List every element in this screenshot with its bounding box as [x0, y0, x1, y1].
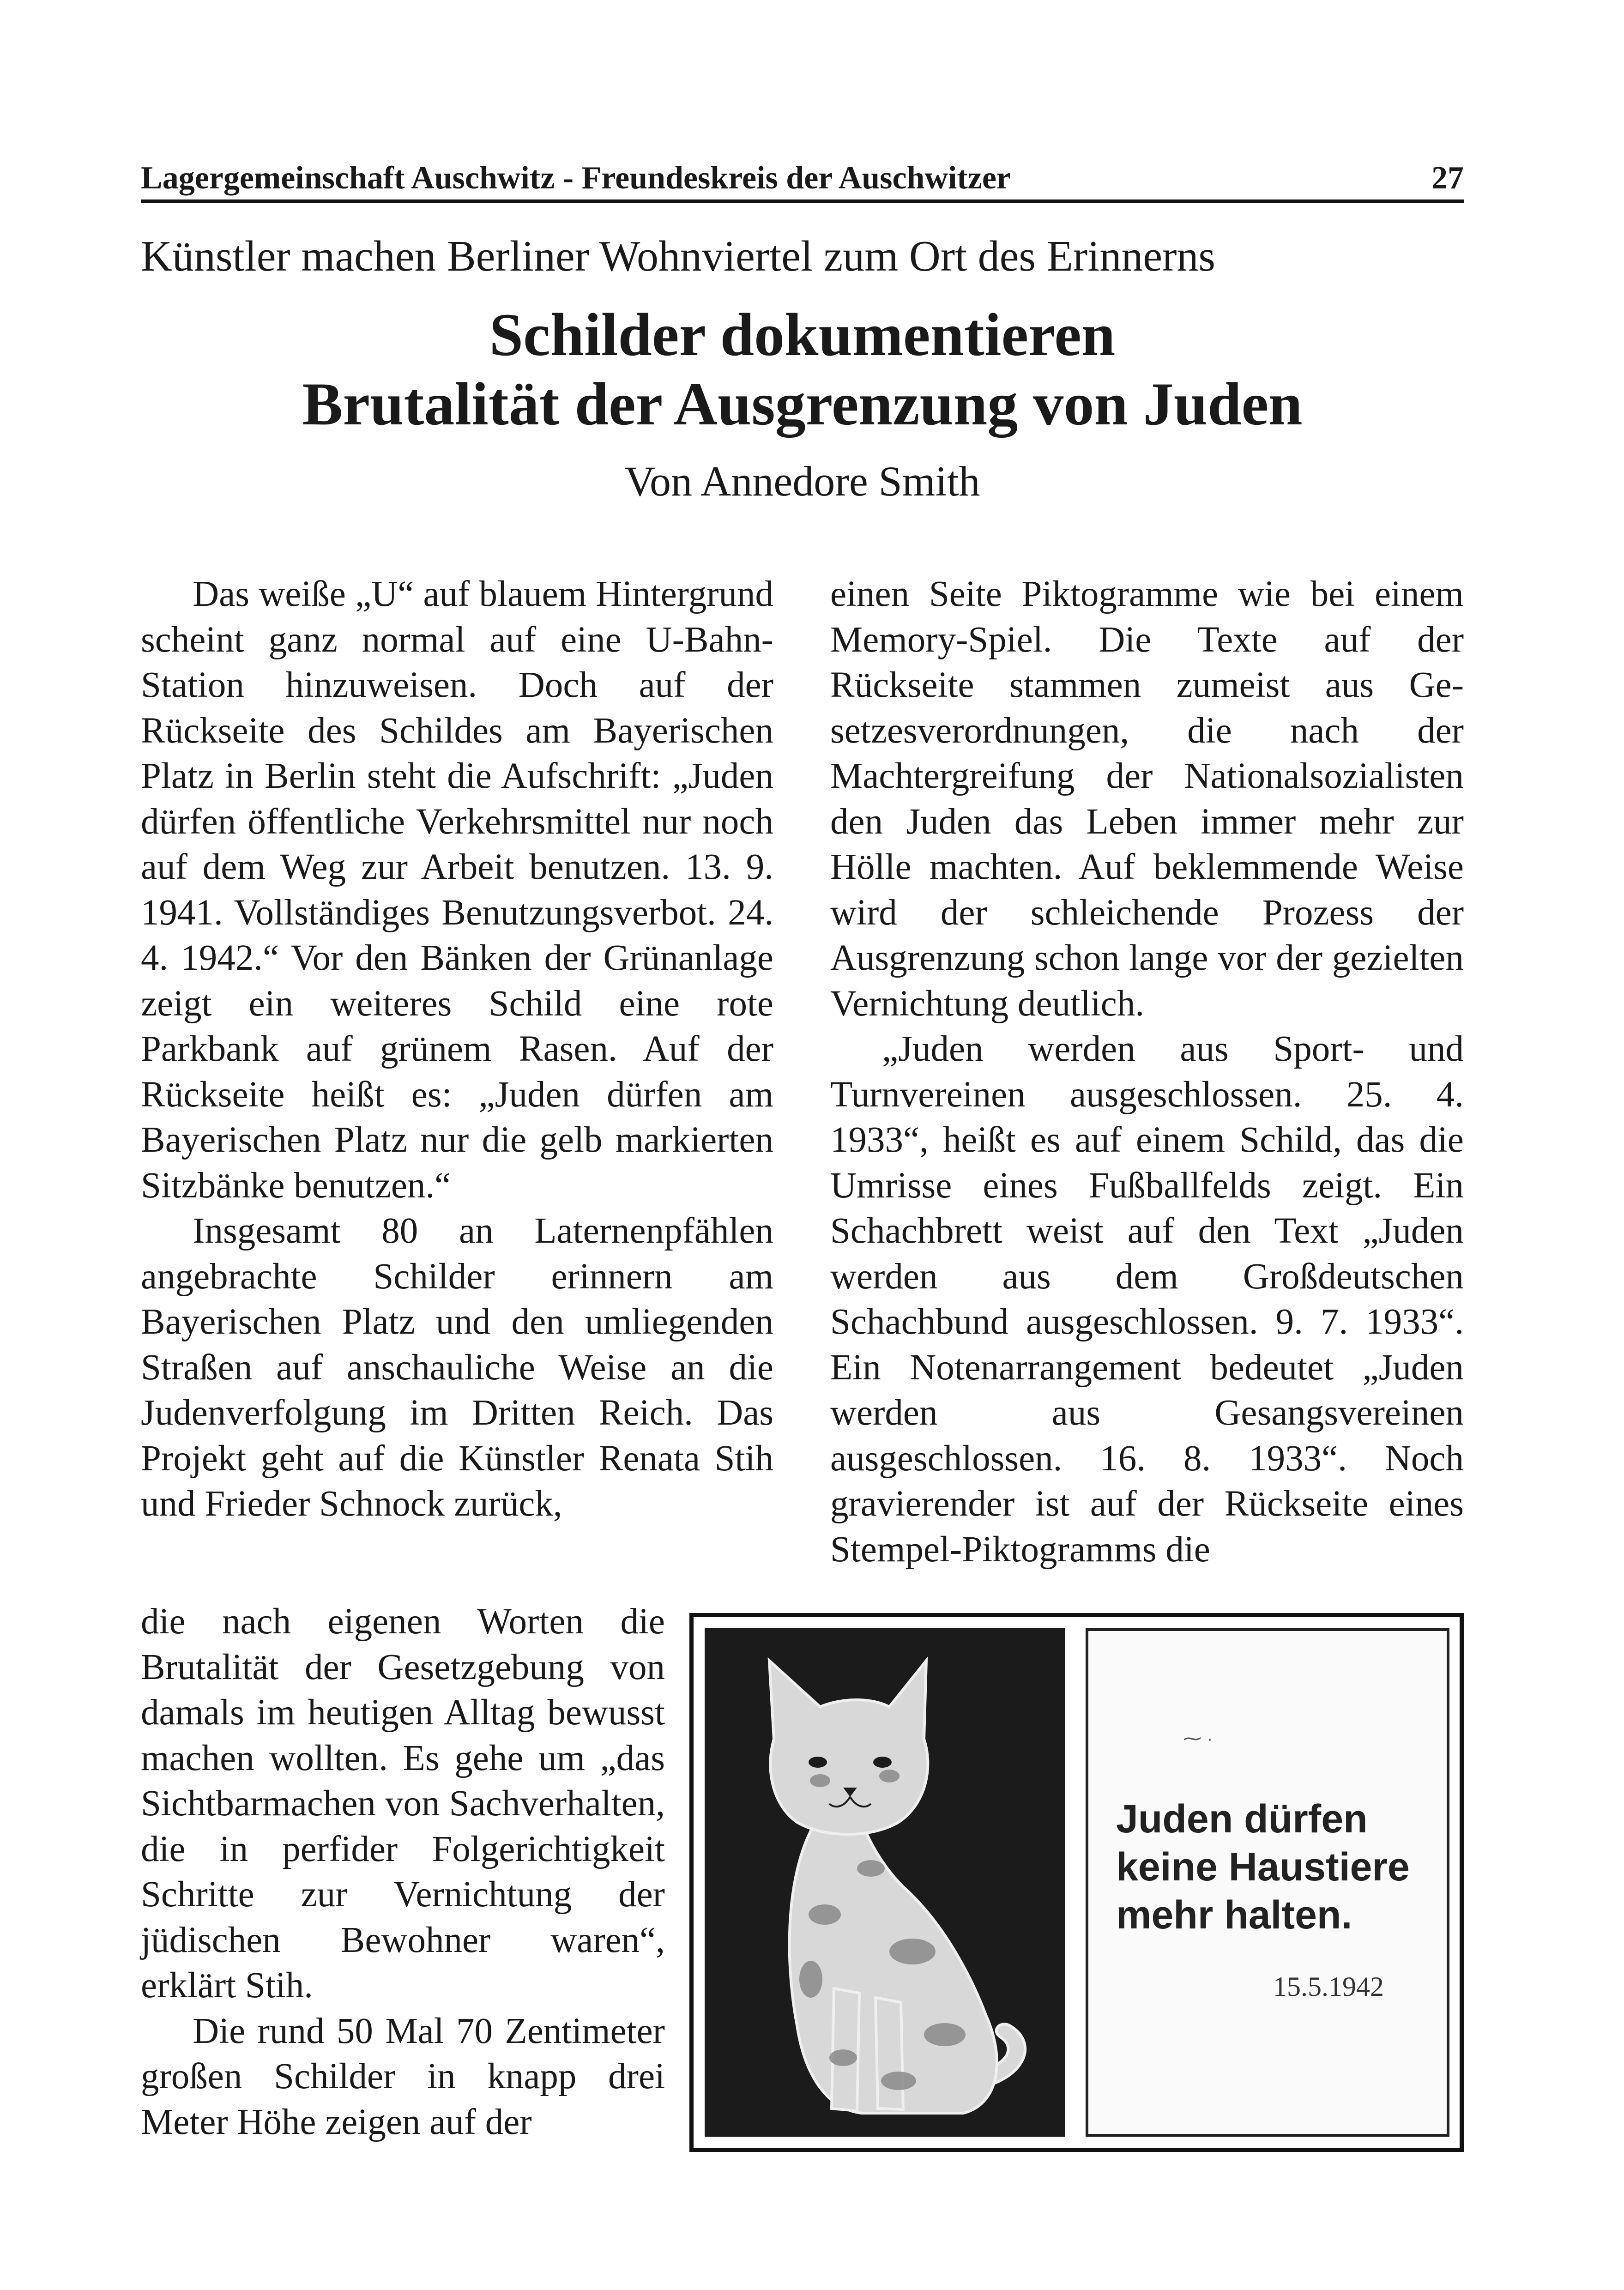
sign-date: 15.5.1942 — [1273, 1971, 1384, 2002]
cat-illustration — [705, 1628, 1065, 2137]
running-head — [141, 157, 1464, 203]
headline-line-1: Schilder dokumentieren — [489, 301, 1116, 369]
sign-line-3: mehr halten. — [1116, 1893, 1352, 1937]
sign-text — [1116, 1795, 1439, 1939]
column-1 — [141, 572, 773, 1527]
column-1-wrap — [141, 1599, 665, 2145]
sign-line-2: keine Haustiere — [1116, 1845, 1410, 1889]
column-2-paragraph-2: „Juden werden aus Sport- und Turnvereinen ausgeschlossen. 25. 4. 1933“, heißt es auf einem Schild, das die Umrisse eines Fußballfelds zeigt. Ein Schachbrett weist auf den Text „Juden werden aus dem Großdeutschen Schachbund ausgeschlossen. 9. 7. 1933“. Ein Notenarrangement bedeutet „Juden werden aus Gesangsvereinen ausgeschlossen. 16. 8. 1933“. Noch gravierender ist auf der Rückseite eines Stempel-Piktogramms die — [830, 1029, 1464, 1570]
sign-line-1: Juden dürfen — [1116, 1797, 1368, 1841]
figure-sign-pair — [689, 1613, 1464, 2152]
article-kicker: Künstler machen Berliner Wohnviertel zum Ort des Erinnerns — [141, 232, 1215, 280]
column-1-paragraph-2: Insgesamt 80 an Laternenpfählen angebrachte Schilder erinnern am Bayerischen Platz und den umliegenden Straßen auf anschauliche Weise an die Judenverfolgung im Dritten Reich. Das Projekt geht auf die Künstler Renata Stih und Frieder Schnock zurück, — [141, 1211, 773, 1524]
column-1-paragraph-3: Die rund 50 Mal 70 Zentimeter großen Schilder in knapp drei Meter Höhe zeigen auf der — [141, 2011, 665, 2142]
column-1-paragraph-1: Das weiße „U“ auf blauem Hintergrund scheint ganz normal auf eine U-Bahn-Station hinzuweisen. Doch auf der Rückseite des Schildes am Bayerischen Platz in Berlin steht die Aufschrift: „Juden dürfen öffentliche Verkehrsmittel nur noch auf dem Weg zur Arbeit benutzen. 13. 9. 1941. Vollständiges Benutzungsverbot. 24. 4. 1942.“ Vor den Bänken der Grünanlage zeigt ein weiteres Schild eine rote Parkbank auf grünem Rasen. Auf der Rückseite heißt es: „Juden dürfen am Bayerischen Platz nur die gelb markierten Sitzbänke benutzen.“ — [141, 574, 773, 1206]
column-2-paragraph-1: einen Seite Piktogramme wie bei einem Memory-Spiel. Die Texte auf der Rückseite stammen zumeist aus Gesetzesverordnungen, die nach der Machtergreifung der Nationalsozialisten den Juden das Leben immer mehr zur Hölle machten. Auf beklemmende Weise wird der schleichende Prozess der Ausgrenzung schon lange vor der gezielten Vernichtung deutlich. — [830, 574, 1464, 1024]
cat-pictogram — [705, 1628, 1065, 2137]
headline-line-2: Brutalität der Ausgrenzung von Juden — [302, 370, 1303, 438]
sign-smudge-mark: ⁓ · — [1183, 1728, 1213, 1749]
running-title: Lagergemeinschaft Auschwitz - Freundeskreis der Auschwitzer — [141, 160, 1011, 196]
column-2 — [830, 572, 1464, 1572]
sign-panel — [1086, 1628, 1449, 2137]
column-1-paragraph-2-continued: die nach eigenen Worten die Brutalität der Gesetzgebung von damals im heutigen Alltag bewusst machen wollten. Es gehe um „das Sichtbarmachen von Sachverhalten, die in perfider Folgerichtigkeit Schritte zur Vernichtung der jüdischen Bewohner waren“, erklärt Stih. — [141, 1601, 665, 2006]
byline: Von Annedore Smith — [624, 458, 980, 505]
page-number: 27 — [1431, 160, 1464, 196]
